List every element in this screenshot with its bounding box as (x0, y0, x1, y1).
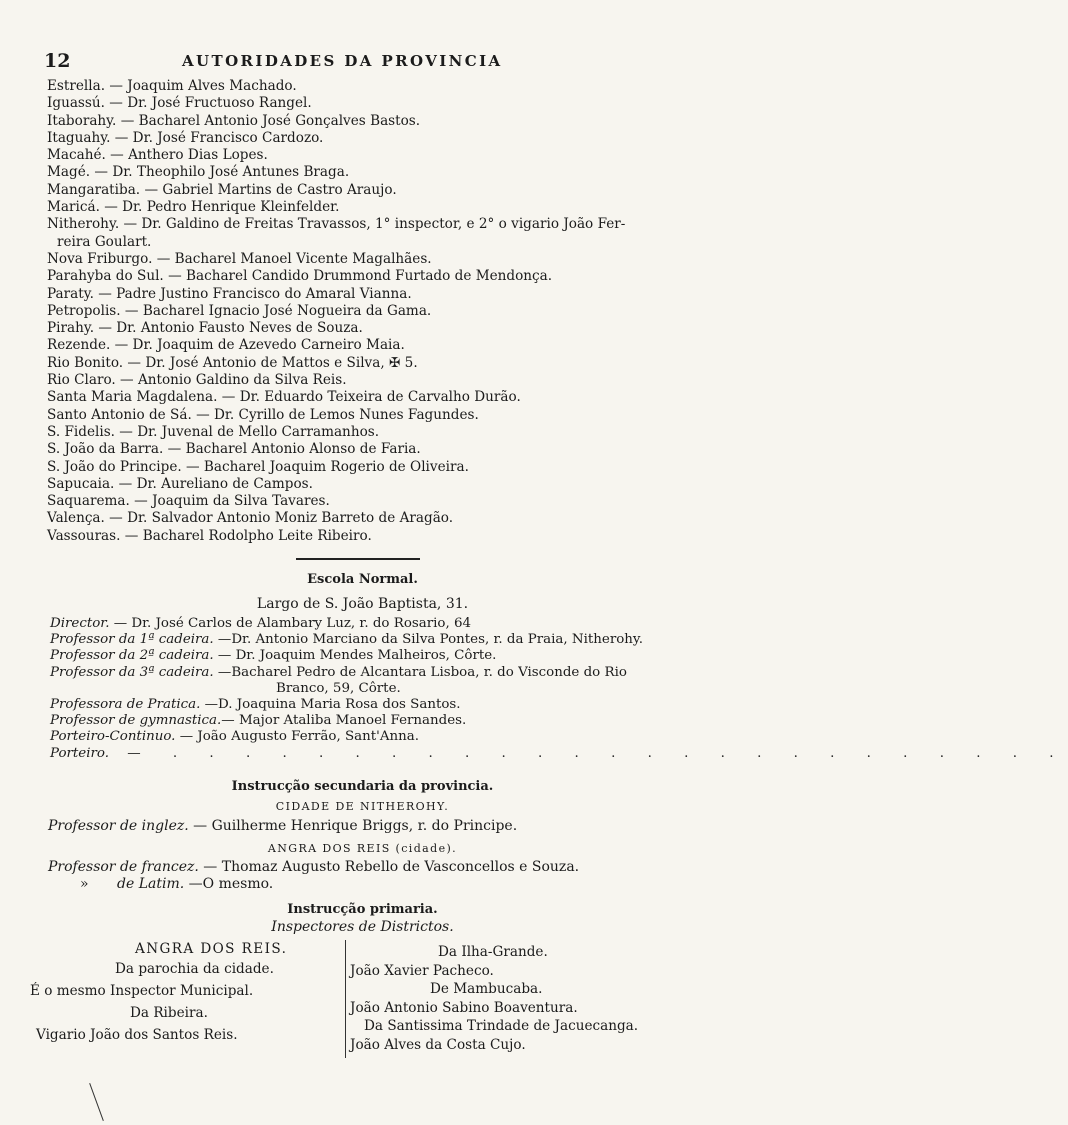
list-item: S. Fidelis. — Dr. Juvenal de Mello Carramanhos. (47, 423, 380, 440)
staff-row (50, 697, 680, 713)
list-item: Santa Maria Magdalena. — Dr. Eduardo Teixeira de Carvalho Durão. (47, 389, 521, 406)
professor-ingles-role: Professor de inglez. (48, 818, 189, 834)
district-name: Da Ribeira. (130, 1005, 208, 1021)
list-item-continuation: reira Goulart. (57, 233, 152, 250)
staff-row (50, 632, 680, 648)
professor-ingles-name: — Guilherme Henrique Briggs, r. do Principe. (193, 818, 518, 834)
list-item: S. João da Barra. — Bacharel Antonio Alonso de Faria. (47, 441, 421, 458)
list-item: Macahé. — Anthero Dias Lopes. (47, 147, 268, 164)
list-item: Saquarema. — Joaquim da Silva Tavares. (47, 493, 330, 510)
list-item: Nova Friburgo. — Bacharel Manoel Vicente Magalhães. (47, 250, 432, 267)
professor-frances-row (48, 859, 579, 875)
staff-role: Porteiro-Continuo. (50, 729, 176, 745)
list-item: Nitherohy. — Dr. Galdino de Freitas Travassos, 1° inspector, e 2° o vigario João Fer- (47, 216, 626, 233)
inspector-name: João Xavier Pacheco. (350, 962, 494, 979)
list-item: Rio Bonito. — Dr. José Antonio de Mattos e Silva, ✠ 5. (47, 354, 418, 371)
list-item: Mangaratiba. — Gabriel Martins de Castro Araujo. (47, 181, 397, 198)
list-item: Parahyba do Sul. — Bacharel Candido Drummond Furtado de Mendonça. (47, 268, 553, 285)
list-item: Itaguahy. — Dr. José Francisco Cardozo. (47, 129, 324, 146)
staff-role: Director. (50, 616, 110, 631)
column-divider (345, 940, 346, 1058)
list-item: Pirahy. — Dr. Antonio Fausto Neves de Souza. (47, 320, 363, 337)
staff-name: — Major Ataliba Manoel Fernandes. (221, 713, 467, 729)
district-name: De Mambucaba. (430, 981, 543, 997)
staff-row (50, 745, 1068, 762)
staff-role: Professora de Pratica. (50, 697, 201, 713)
staff-name: Branco, 59, Côrte. (276, 680, 401, 696)
inspector-name: João Alves da Costa Cujo. (350, 1036, 526, 1053)
staff-role: Porteiro. (50, 745, 110, 761)
district-name: Da parochia da cidade. (115, 961, 274, 977)
primaria-heading: Instrucção primaria. (287, 902, 438, 917)
escola-normal-heading: Escola Normal. (307, 572, 418, 587)
professor-ingles-row (48, 818, 517, 834)
inspectors-left-column (30, 940, 330, 1046)
list-item: S. João do Principe. — Bacharel Joaquim Rogerio de Oliveira. (47, 458, 469, 475)
list-item: Santo Antonio de Sá. — Dr. Cyrillo de Lemos Nunes Fagundes. (47, 406, 479, 423)
inspector-name: João Antonio Sabino Boaventura. (350, 999, 578, 1016)
staff-name: —Dr. Antonio Marciano da Silva Pontes, r. da Praia, Nitherohy. (213, 632, 643, 648)
staff-role: Professor de gymnastica. (50, 713, 222, 729)
list-item: Paraty. — Padre Justino Francisco do Amaral Vianna. (47, 285, 412, 302)
staff-row-continuation (50, 681, 680, 697)
list-item: Petropolis. — Bacharel Ignacio José Nogueira da Gama. (47, 302, 432, 319)
staff-name: — Dr. José Carlos de Alambary Luz, r. do Rosario, 64 (109, 616, 472, 631)
professor-frances-role: Professor de francez. (48, 859, 199, 875)
staff-role: Professor da 3ª cadeira. (50, 664, 214, 680)
page-header (44, 50, 684, 72)
staff-row (50, 648, 680, 664)
district-name: Da Santissima Trindade de Jacuecanga. (364, 1018, 639, 1034)
staff-row (50, 616, 680, 632)
list-item: Vassouras. — Bacharel Rodolpho Leite Ribeiro. (47, 527, 372, 544)
page-number: 12 (44, 50, 71, 72)
escola-normal-address: Largo de S. João Baptista, 31. (256, 596, 469, 612)
staff-name: —Bacharel Pedro de Alcantara Lisboa, r. do Visconde do Rio (213, 664, 627, 680)
staff-role: Professor da 2ª cadeira. (50, 648, 214, 664)
list-item: Iguassú. — Dr. José Fructuoso Rangel. (47, 95, 312, 112)
staff-row (50, 713, 680, 729)
inspector-name: Vigario João dos Santos Reis. (36, 1027, 238, 1043)
list-item: Magé. — Dr. Theophilo José Antunes Braga. (47, 164, 350, 181)
staff-row (50, 665, 680, 681)
staff-name: —D. Joaquina Maria Rosa dos Santos. (200, 697, 461, 713)
staff-row (50, 729, 680, 745)
professor-latim-row (80, 876, 273, 892)
ink-stroke (89, 1083, 104, 1121)
ditto-mark: » (80, 876, 89, 892)
list-item: Valença. — Dr. Salvador Antonio Moniz Barreto de Aragão. (47, 510, 454, 527)
staff-name: — Dr. Joaquim Mendes Malheiros, Côrte. (213, 648, 497, 664)
inspector-name: É o mesmo Inspector Municipal. (30, 983, 254, 999)
city-heading-angra: ANGRA DOS REIS (cidade). (267, 842, 458, 855)
list-item: Sapucaia. — Dr. Aureliano de Campos. (47, 475, 313, 492)
list-item: Rezende. — Dr. Joaquim de Azevedo Carneiro Maia. (47, 337, 405, 354)
escola-staff-list (50, 616, 1068, 762)
list-item: Rio Claro. — Antonio Galdino da Silva Reis. (47, 372, 347, 389)
staff-role: Professor da 1ª cadeira. (50, 632, 214, 648)
municipal-authorities-list (47, 78, 677, 545)
running-title: AUTORIDADES DA PROVINCIA (182, 52, 503, 70)
list-item: Estrella. — Joaquim Alves Machado. (47, 78, 297, 94)
staff-name: — . . . . . . . . . . . . . . . . . . . . . . . . . (109, 745, 1068, 761)
list-item: Maricá. — Dr. Pedro Henrique Kleinfelder. (47, 199, 340, 216)
professor-latim-name: —O mesmo. (188, 876, 274, 892)
section-divider (296, 558, 420, 560)
district-heading: ANGRA DOS REIS. (135, 941, 288, 957)
primaria-subheading: Inspectores de Districtos. (271, 919, 454, 935)
professor-latim-role: de Latim. (117, 876, 185, 892)
district-name: Da Ilha-Grande. (438, 944, 548, 960)
professor-frances-name: — Thomaz Augusto Rebello de Vasconcellos e Souza. (203, 859, 580, 875)
list-item: Itaborahy. — Bacharel Antonio José Gonçalves Bastos. (47, 112, 421, 129)
city-heading-nitherohy: CIDADE DE NITHEROHY. (275, 800, 450, 813)
secundaria-heading: Instrucção secundaria da provincia. (231, 779, 494, 794)
staff-name: — João Augusto Ferrão, Sant'Anna. (175, 729, 419, 745)
inspectors-right-column (350, 943, 680, 1054)
